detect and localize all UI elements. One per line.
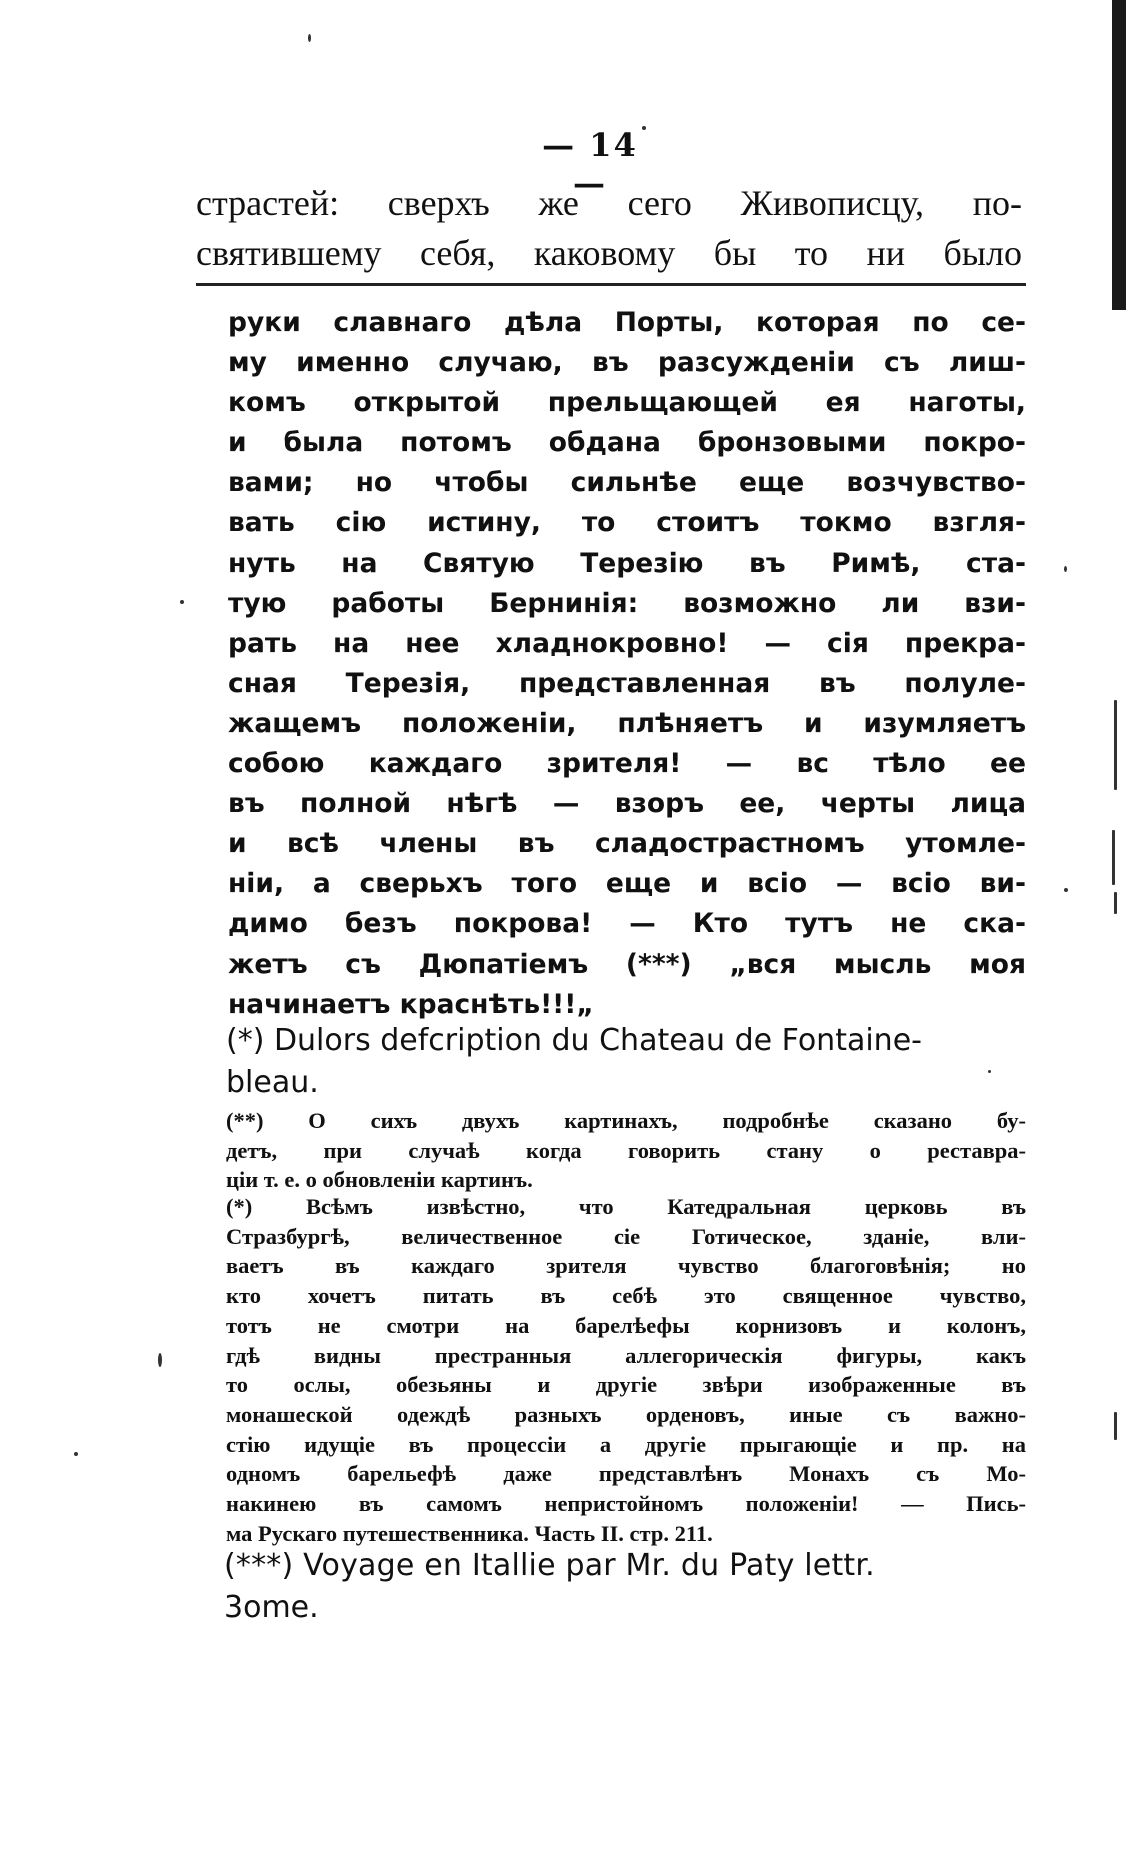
footnote-3-line: тотъ не смотри на барелѣефы корнизовъ и колонъ, (226, 1312, 1026, 1338)
main-text-line-2 (196, 228, 1022, 278)
note-line: комъ открытой прельщающей ея наготы, (228, 387, 1026, 419)
speck (180, 600, 184, 604)
word: ни (866, 233, 906, 273)
word: себя, (420, 233, 496, 273)
note-line: начинаетъ краснѣть!!!„ (228, 988, 594, 1020)
footnote-3-line: (*) Всѣмъ извѣстно, что Катедральная церковь въ (226, 1194, 1026, 1219)
footnote-1 (226, 1020, 1026, 1104)
word: каковому (533, 233, 676, 273)
speck (158, 1353, 162, 1367)
footnote-3-line: ма Рускаго путешественника. Часть II. стр. 211. (226, 1520, 713, 1546)
footnote-3-line: кто хочетъ питать въ себѣ это священное чувство, (226, 1283, 1026, 1309)
word: сверхъ (387, 183, 490, 223)
speck (1064, 888, 1068, 892)
speck (308, 34, 311, 42)
speck (1114, 1412, 1117, 1440)
footnote-2-line: (**) О сихъ двухъ картинахъ, подробнѣе сказано бу- (226, 1108, 1026, 1133)
speck (1114, 892, 1117, 914)
footnote-3 (226, 1192, 1026, 1548)
note-line: жетъ съ Дюпатіемъ (***) „вся мысль моя (228, 948, 1026, 980)
footnote-3-line: накинею въ самомъ непристойномъ положеніи! — Пись- (226, 1491, 1026, 1517)
word: то (794, 233, 829, 273)
note-block (228, 303, 1026, 1025)
speck (74, 1452, 78, 1456)
note-line: димо безъ покрова! — Кто тутъ не ска- (228, 908, 1026, 940)
main-text (196, 178, 1022, 278)
speck (1064, 566, 1067, 572)
speck (1112, 830, 1115, 885)
note-line: рать на нее хладнокровно! — сія прекра- (228, 627, 1026, 659)
footnote-3-line: гдѣ видны престранныя аллегорическія фигуры, какъ (226, 1342, 1026, 1368)
speck (642, 126, 646, 130)
footnote-4-line: (***) Voyage en Itallie par Mr. du Paty lettr. (224, 1548, 875, 1583)
footnote-separator (196, 283, 1026, 286)
note-line: въ полной нѣгѣ — взоръ ее, черты лица (228, 788, 1026, 820)
footnote-4-line: 3ome. (224, 1590, 319, 1625)
word: Живописцу, (740, 183, 925, 223)
word: святившему (196, 233, 382, 273)
footnote-2-line: детъ, при случаѣ когда говорить стану о реставра- (226, 1137, 1026, 1163)
footnote-3-line: то ослы, обезьяны и другіе звѣри изображенные въ (226, 1372, 1026, 1398)
note-line: и была потомъ обдана бронзовыми покро- (228, 427, 1026, 459)
footnote-1-line: (*) Dulors defcription du Chateau de Fontaine- (226, 1023, 922, 1058)
note-line: вами; но чтобы сильнѣе еще возчувство- (228, 467, 1026, 499)
note-line: жащемъ положеніи, плѣняетъ и изумляетъ (228, 707, 1026, 739)
page-number: — 14 — (542, 126, 638, 202)
word: страстей: (196, 183, 340, 223)
note-line: сная Терезія, представленная въ полуле- (228, 667, 1026, 699)
word: же (538, 183, 579, 223)
footnote-3-line: одномъ барельефѣ даже представлѣнъ Монахъ съ Мо- (226, 1461, 1026, 1487)
footnote-4 (224, 1545, 1030, 1629)
speck (1114, 700, 1117, 790)
note-line: вать сію истину, то стоитъ токмо взгля- (228, 507, 1026, 539)
footnote-2 (226, 1106, 1026, 1195)
note-line: ніи, а сверьхъ того еще и всіо — всіо ви- (228, 868, 1026, 900)
footnote-3-line: Стразбургѣ, величественное сіе Готическое, зданіе, вли- (226, 1223, 1026, 1249)
word: по- (972, 183, 1022, 223)
footnote-3-line: ваетъ въ каждаго зрителя чувство благоговѣнія; но (226, 1253, 1026, 1279)
footnote-2-line: ціи т. е. о обновленіи картинъ. (226, 1167, 533, 1193)
word: бы (713, 233, 757, 273)
main-text-line-1 (196, 178, 1022, 228)
word: было (943, 233, 1022, 273)
footnote-1-line: bleau. (226, 1065, 319, 1100)
footnote-3-line: стію идущіе въ процессіи а другіе прыгающіе и пр. на (226, 1431, 1026, 1457)
note-line: руки славнаго дѣла Порты, которая по се- (228, 307, 1026, 338)
note-line: собою каждаго зрителя! — вс тѣло ее (228, 748, 1026, 780)
note-line: и всѣ члены въ сладострастномъ утомле- (228, 828, 1026, 860)
note-line: тую работы Бернинія: возможно ли взи- (228, 587, 1026, 619)
note-line: нуть на Святую Терезію въ Римѣ, ста- (228, 547, 1026, 579)
footnote-3-line: монашеской одеждѣ разныхъ орденовъ, иные съ важно- (226, 1401, 1026, 1427)
note-line: му именно случаю, въ разсужденіи съ лиш- (228, 347, 1026, 379)
word: сего (627, 183, 692, 223)
speck (988, 1070, 991, 1073)
